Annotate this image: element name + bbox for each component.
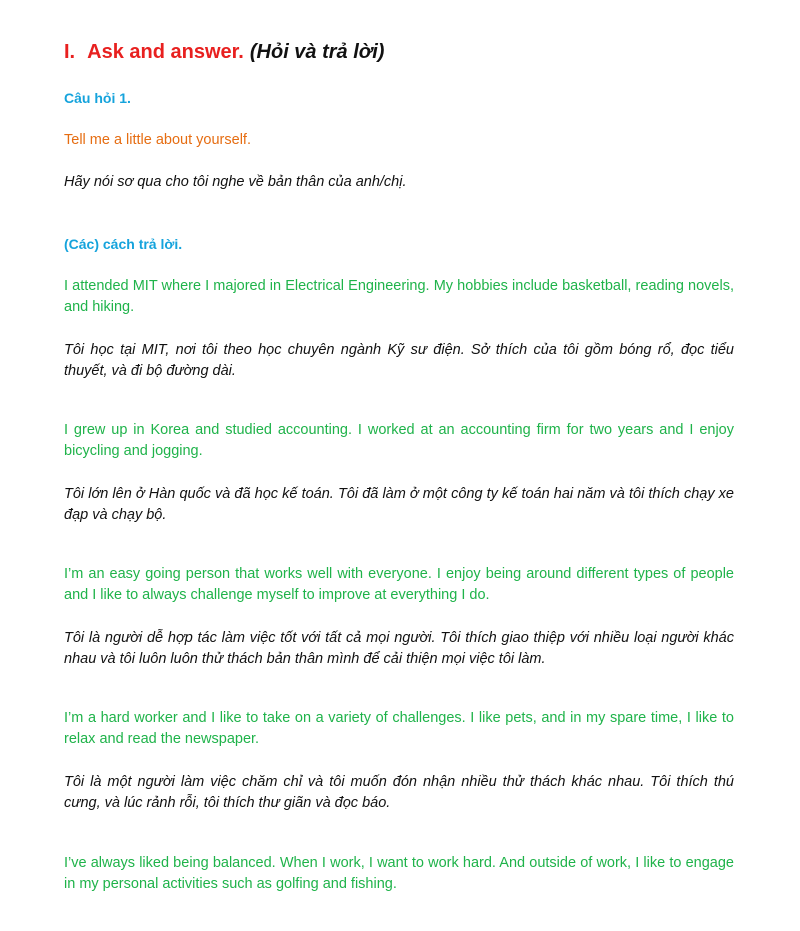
section-number: I. xyxy=(64,41,76,63)
answer-en: I grew up in Korea and studied accounting. I worked at an accounting firm for two years and I enjoy bicycling and jogging. xyxy=(64,422,734,459)
answer-en: I’m an easy going person that works well with everyone. I enjoy being around different types of people and I like to always challenge myself to improve at everything I do. xyxy=(64,566,734,603)
section-title-vi: (Hỏi và trả lời) xyxy=(249,41,385,63)
answer-en: I’m a hard worker and I like to take on a variety of challenges. I like pets, and in my spare time, I like to relax and read the newspaper. xyxy=(64,710,734,747)
answer-vi: Tôi là một người làm việc chăm chỉ và tôi muốn đón nhận nhiều thử thách khác nhau. Tôi thích thú cưng, và lúc rảnh rỗi, tôi thích thư giãn và đọc báo. xyxy=(64,774,734,811)
answer-vi: Tôi lớn lên ở Hàn quốc và đã học kế toán. Tôi đã làm ở một công ty kế toán hai năm và tôi thích chạy xe đạp và chạy bộ. xyxy=(64,486,734,523)
answers-label: (Các) cách trả lời. xyxy=(64,236,183,252)
question-text-vi: Hãy nói sơ qua cho tôi nghe về bản thân của anh/chị. xyxy=(64,174,407,190)
answer-vi: Tôi là người dễ hợp tác làm việc tốt với tất cả mọi người. Tôi thích giao thiệp với nhiều loại người khác nhau và tôi luôn luôn thử thách bản thân mình để cải thiện mọi việc tôi làm. xyxy=(64,630,734,667)
question-label: Câu hỏi 1. xyxy=(64,90,131,106)
section-title-en: Ask and answer. xyxy=(87,41,244,63)
answer-en: I attended MIT where I majored in Electrical Engineering. My hobbies include basketball, reading novels, and hiking. xyxy=(64,278,734,315)
section-heading xyxy=(64,38,384,66)
answer-vi: Tôi học tại MIT, nơi tôi theo học chuyên ngành Kỹ sư điện. Sở thích của tôi gồm bóng rổ, đọc tiểu thuyết, và đi bộ đường dài. xyxy=(64,342,734,379)
answer-en: I’ve always liked being balanced. When I work, I want to work hard. And outside of work, I like to engage in my personal activities such as golfing and fishing. xyxy=(64,855,734,892)
question-text-en: Tell me a little about yourself. xyxy=(64,132,251,148)
